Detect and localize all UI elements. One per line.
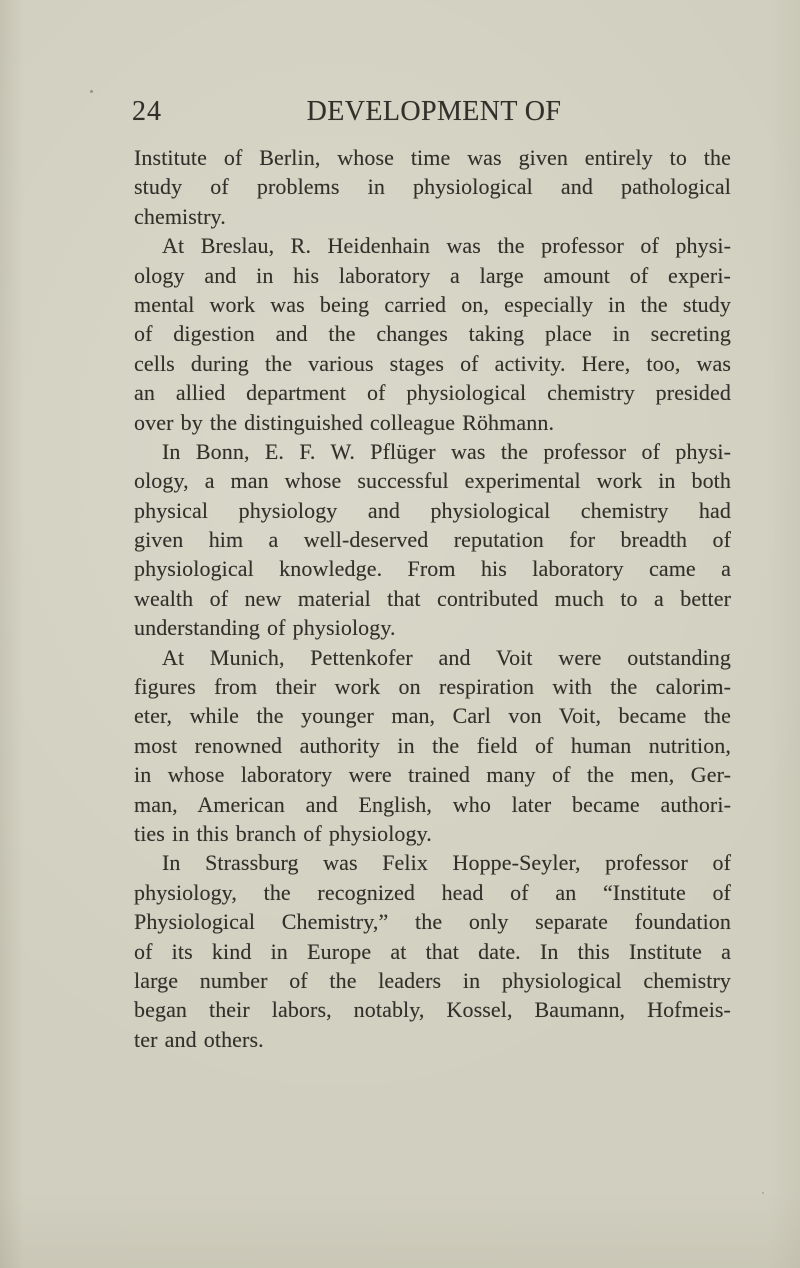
text-line: At Breslau, R. Heidenhain was the professor of physi- (162, 233, 731, 259)
text-line: figures from their work on respiration with the calorim- (134, 674, 731, 700)
text-line: ology and in his laboratory a large amount of experi- (134, 262, 731, 288)
text-line: large number of the leaders in physiological chemistry (134, 967, 731, 993)
text-line: Institute of Berlin, whose time was given entirely to the (134, 145, 731, 170)
text-line: physiology, the recognized head of an “Institute of (134, 879, 731, 905)
text-line: study of problems in physiological and pathological (134, 174, 731, 200)
paragraph (134, 231, 731, 437)
text-line: physical physiology and physiological chemistry had (134, 497, 731, 523)
paper-speck (762, 1192, 764, 1194)
text-line: In Strassburg was Felix Hoppe-Seyler, professor of (162, 850, 731, 876)
text-line: eter, while the younger man, Carl von Voit, became the (134, 703, 731, 729)
text-line: of its kind in Europe at that date. In this Institute a (134, 938, 731, 964)
text-line: mental work was being carried on, especially in the study (134, 291, 731, 317)
text-line: over by the distinguished colleague Röhmann. (134, 409, 555, 435)
paragraph (134, 437, 731, 643)
text-line: an allied department of physiological chemistry presided (134, 380, 731, 406)
paragraph (134, 643, 731, 849)
page-number: 24 (132, 96, 162, 127)
paragraph (134, 848, 731, 1054)
text-line: of digestion and the changes taking place in secreting (134, 321, 731, 347)
running-head: DEVELOPMENT OF (306, 96, 562, 127)
text-line: in whose laboratory were trained many of the men, Ger- (134, 762, 731, 788)
text-line: In Bonn, E. F. W. Pflüger was the professor of physi- (162, 438, 731, 464)
text-line: ties in this branch of physiology. (134, 820, 432, 846)
text-line: wealth of new material that contributed much to a better (134, 585, 731, 611)
paragraph (134, 143, 731, 231)
text-line: given him a well-deserved reputation for breadth of (134, 527, 731, 553)
text-line: ology, a man whose successful experimental work in both (134, 468, 731, 494)
text-line: Physiological Chemistry,” the only separate foundation (134, 909, 731, 935)
text-line: chemistry. (134, 203, 226, 229)
text-line: At Munich, Pettenkofer and Voit were outstanding (162, 644, 731, 670)
body-text (134, 143, 731, 1054)
text-line: understanding of physiology. (134, 615, 396, 641)
text-line: physiological knowledge. From his laboratory came a (134, 556, 731, 582)
paper-speck (90, 90, 93, 93)
text-line: most renowned authority in the field of human nutrition, (134, 732, 731, 758)
text-line: man, American and English, who later became authori- (134, 791, 731, 817)
text-line: ter and others. (134, 1026, 264, 1052)
text-line: cells during the various stages of activity. Here, too, was (134, 350, 731, 376)
text-line: began their labors, notably, Kossel, Baumann, Hofmeis- (134, 997, 731, 1023)
